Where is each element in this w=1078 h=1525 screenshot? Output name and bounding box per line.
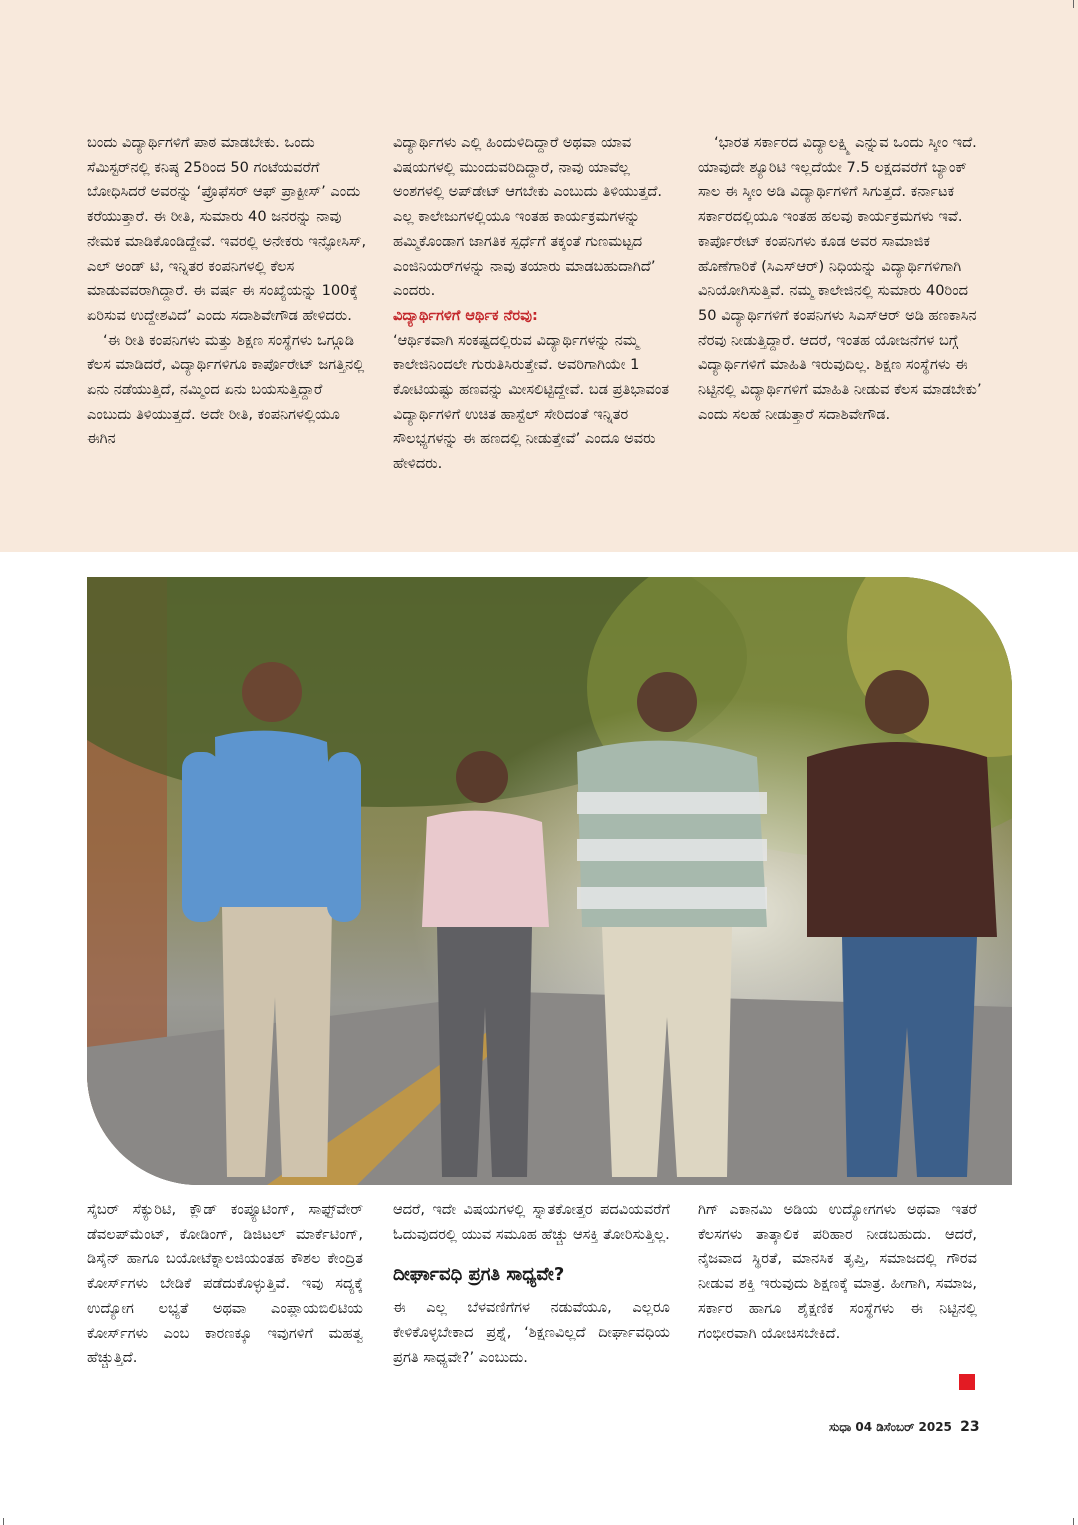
top-column-3 — [698, 131, 986, 427]
paragraph: ಸೈಬರ್ ಸೆಕ್ಯುರಿಟಿ, ಕ್ಲೌಡ್ ಕಂಪ್ಯೂಟಿಂಗ್, ಸಾಫ್ಟ್‌ವೇರ್ ಡೆವಲಪ್‌ಮೆಂಟ್, ಕೋಡಿಂಗ್, ಡಿಜಿಟಲ್ ಮಾರ್ಕೆಟಿಂಗ್, ಡಿಸೈನ್ ಹಾಗೂ ಬಯೋಟೆಕ್ನಾಲಜಿಯಂತಹ ಕೌಶಲ ಕೇಂದ್ರಿತ ಕೋರ್ಸ್‌ಗಳು ಬೇಡಿಕೆ ಪಡೆದುಕೊಳ್ಳುತ್ತಿವೆ. ಇವು ಸದ್ಯಕ್ಕೆ ಉದ್ಯೋಗ ಲಭ್ಯತೆ ಅಥವಾ ಎಂಪ್ಲಾಯಬಿಲಿಟಿಯ ಕೋರ್ಸ್‌ಗಳು ಎಂಬ ಕಾರಣಕ್ಕೂ ಇವುಗಳಿಗೆ ಮಹತ್ವ ಹೆಚ್ಚುತ್ತಿದೆ. — [87, 1201, 363, 1367]
paragraph: ವಿದ್ಯಾರ್ಥಿಗಳು ಎಲ್ಲಿ ಹಿಂದುಳಿದಿದ್ದಾರೆ ಅಥವಾ ಯಾವ ವಿಷಯಗಳಲ್ಲಿ ಮುಂದುವರಿದಿದ್ದಾರೆ, ನಾವು ಯಾವೆಲ್ಲ ಅಂಶಗಳಲ್ಲಿ ಅಪ್‌ಡೇಟ್ ಆಗಬೇಕು ಎಂಬುದು ತಿಳಿಯುತ್ತದೆ. ಎಲ್ಲ ಕಾಲೇಜುಗಳಲ್ಲಿಯೂ ಇಂತಹ ಕಾರ್ಯಕ್ರಮಗಳನ್ನು ಹಮ್ಮಿಕೊಂಡಾಗ ಜಾಗತಿಕ ಸ್ಪರ್ಧೆಗೆ ತಕ್ಕಂತೆ ಗುಣಮಟ್ಟದ ಎಂಜಿನಿಯರ್‌ಗಳನ್ನು ನಾವು ತಯಾರು ಮಾಡಬಹುದಾಗಿದೆ’ ಎಂದರು. — [393, 134, 663, 300]
page-number: 23 — [960, 1419, 980, 1435]
crop-mark-bottom-left — [3, 1518, 4, 1525]
crop-mark-top-right — [1073, 0, 1074, 8]
article-end-mark — [959, 1374, 975, 1390]
top-column-1 — [87, 131, 369, 452]
paragraph: ಗಿಗ್ ಎಕಾನಮಿ ಅಡಿಯ ಉದ್ಯೋಗಗಳು ಅಥವಾ ಇತರೆ ಕೆಲಸಗಳು ತಾತ್ಕಾಲಿಕ ಪರಿಹಾರ ನೀಡಬಹುದು. ಆದರೆ, ನೈಜವಾದ ಸ್ಥಿರತೆ, ಮಾನಸಿಕ ತೃಪ್ತಿ, ಸಮಾಜದಲ್ಲಿ ಗೌರವ ನೀಡುವ ಶಕ್ತಿ ಇರುವುದು ಶಿಕ್ಷಣಕ್ಕೆ ಮಾತ್ರ. ಹೀಗಾಗಿ, ಸಮಾಜ, ಸರ್ಕಾರ ಹಾಗೂ ಶೈಕ್ಷಣಿಕ ಸಂಸ್ಥೆಗಳು ಈ ನಿಟ್ಟಿನಲ್ಲಿ ಗಂಭೀರವಾಗಿ ಯೋಚಿಸಬೇಕಿದೆ. — [698, 1201, 977, 1342]
paragraph: ‘ಆರ್ಥಿಕವಾಗಿ ಸಂಕಷ್ಟದಲ್ಲಿರುವ ವಿದ್ಯಾರ್ಥಿಗಳನ್ನು ನಮ್ಮ ಕಾಲೇಜಿನಿಂದಲೇ ಗುರುತಿಸಿರುತ್ತೇವೆ. ಅವರಿಗಾಗಿಯೇ 1 ಕೋಟಿಯಷ್ಟು ಹಣವನ್ನು ಮೀಸಲಿಟ್ಟಿದ್ದೇವೆ. ಬಡ ಪ್ರತಿಭಾವಂತ ವಿದ್ಯಾರ್ಥಿಗಳಿಗೆ ಉಚಿತ ಹಾಸ್ಟೆಲ್ ಸೇರಿದಂತೆ ಇನ್ನಿತರ ಸೌಲಭ್ಯಗಳನ್ನು ಈ ಹಣದಲ್ಲಿ ನೀಡುತ್ತೇವೆ’ ಎಂದೂ ಅವರು ಹೇಳಿದರು. — [393, 331, 670, 473]
bottom-column-2 — [393, 1198, 670, 1371]
top-column-2 — [393, 131, 676, 477]
magazine-date: ಸುಧಾ 04 ಡಿಸೆಂಬರ್ 2025 — [829, 1420, 952, 1434]
paragraph: ‘ಈ ರೀತಿ ಕಂಪನಿಗಳು ಮತ್ತು ಶಿಕ್ಷಣ ಸಂಸ್ಥೆಗಳು ಒಗ್ಗೂಡಿ ಕೆಲಸ ಮಾಡಿದರೆ, ವಿದ್ಯಾರ್ಥಿಗಳಿಗೂ ಕಾರ್ಪೊರೇಟ್ ಜಗತ್ತಿನಲ್ಲಿ ಏನು ನಡೆಯುತ್ತಿದೆ, ನಮ್ಮಿಂದ ಏನು ಬಯಸುತ್ತಿದ್ದಾರೆ ಎಂಬುದು ತಿಳಿಯುತ್ತದೆ. ಅದೇ ರೀತಿ, ಕಂಪನಿಗಳಲ್ಲಿಯೂ ಈಗಿನ — [87, 331, 365, 448]
bottom-column-1 — [87, 1198, 363, 1371]
paragraph: ಈ ಎಲ್ಲ ಬೆಳವಣಿಗೆಗಳ ನಡುವೆಯೂ, ಎಲ್ಲರೂ ಕೇಳಿಕೊಳ್ಳಬೇಕಾದ ಪ್ರಶ್ನೆ, ‘ಶಿಕ್ಷಣವಿಲ್ಲದೆ ದೀರ್ಘಾವಧಿಯ ಪ್ರಗತಿ ಸಾಧ್ಯವೇ?’ ಎಂಬುದು. — [393, 1299, 670, 1366]
subheading-financial-help: ವಿದ್ಯಾರ್ಥಿಗಳಿಗೆ ಆರ್ಥಿಕ ನೆರವು: — [393, 306, 538, 324]
section-heading-long-term-progress: ದೀರ್ಘಾವಧಿ ಪ್ರಗತಿ ಸಾಧ್ಯವೇ? — [393, 1264, 565, 1286]
crop-mark-bottom-right — [1073, 1518, 1074, 1525]
paragraph: ಬಂದು ವಿದ್ಯಾರ್ಥಿಗಳಿಗೆ ಪಾಠ ಮಾಡಬೇಕು. ಒಂದು ಸೆಮಿಸ್ಟರ್‌ನಲ್ಲಿ ಕನಿಷ್ಠ 25ರಿಂದ 50 ಗಂಟೆಯವರೆಗೆ ಬೋಧಿಸಿದರೆ ಅವರನ್ನು ‘ಪ್ರೊಫೆಸರ್ ಆಫ್ ಪ್ರಾಕ್ಟೀಸ್’ ಎಂದು ಕರೆಯುತ್ತಾರೆ. ಈ ರೀತಿ, ಸುಮಾರು 40 ಜನರನ್ನು ನಾವು ನೇಮಕ ಮಾಡಿಕೊಂಡಿದ್ದೇವೆ. ಇವರಲ್ಲಿ ಅನೇಕರು ಇನ್ಫೋಸಿಸ್, ಎಲ್ ಅಂಡ್ ಟಿ, ಇನ್ನಿತರ ಕಂಪನಿಗಳಲ್ಲಿ ಕೆಲಸ ಮಾಡುವವರಾಗಿದ್ದಾರೆ. ಈ ವರ್ಷ ಈ ಸಂಖ್ಯೆಯನ್ನು 100ಕ್ಕೆ ಏರಿಸುವ ಉದ್ದೇಶವಿದೆ’ ಎಂದು ಸದಾಶಿವೇಗೌಡ ಹೇಳಿದರು. — [87, 134, 367, 324]
students-walking-photo — [87, 577, 1012, 1185]
page-footer — [829, 1419, 980, 1435]
paragraph: ಆದರೆ, ಇದೇ ವಿಷಯಗಳಲ್ಲಿ ಸ್ನಾತಕೋತ್ತರ ಪದವಿಯವರೆಗೆ ಓದುವುದರಲ್ಲಿ ಯುವ ಸಮೂಹ ಹೆಚ್ಚು ಆಸಕ್ತಿ ತೋರಿಸುತ್ತಿಲ್ಲ. — [393, 1201, 670, 1243]
paragraph: ‘ಭಾರತ ಸರ್ಕಾರದ ವಿದ್ಯಾಲಕ್ಷ್ಮಿ ಎನ್ನುವ ಒಂದು ಸ್ಕೀಂ ಇದೆ. ಯಾವುದೇ ಶ್ಯೂರಿಟಿ ಇಲ್ಲದೆಯೇ 7.5 ಲಕ್ಷದವರೆಗೆ ಬ್ಯಾಂಕ್ ಸಾಲ ಈ ಸ್ಕೀಂ ಅಡಿ ವಿದ್ಯಾರ್ಥಿಗಳಿಗೆ ಸಿಗುತ್ತದೆ. ಕರ್ನಾಟಕ ಸರ್ಕಾರದಲ್ಲಿಯೂ ಇಂತಹ ಹಲವು ಕಾರ್ಯಕ್ರಮಗಳು ಇವೆ. ಕಾರ್ಪೊರೇಟ್ ಕಂಪನಿಗಳು ಕೂಡ ಅವರ ಸಾಮಾಜಿಕ ಹೊಣೆಗಾರಿಕೆ (ಸಿಎಸ್‌ಆರ್) ನಿಧಿಯನ್ನು ವಿದ್ಯಾರ್ಥಿಗಳಿಗಾಗಿ ವಿನಿಯೋಗಿಸುತ್ತಿವೆ. ನಮ್ಮ ಕಾಲೇಜಿನಲ್ಲಿ ಸುಮಾರು 40ರಿಂದ 50 ವಿದ್ಯಾರ್ಥಿಗಳಿಗೆ ಕಂಪನಿಗಳು ಸಿಎಸ್‌ಆರ್ ಅಡಿ ಹಣಕಾಸಿನ ನೆರವು ನೀಡುತ್ತಿದ್ದಾರೆ. ಆದರೆ, ಇಂತಹ ಯೋಜನೆಗಳ ಬಗ್ಗೆ ವಿದ್ಯಾರ್ಥಿಗಳಿಗೆ ಮಾಹಿತಿ ಇರುವುದಿಲ್ಲ. ಶಿಕ್ಷಣ ಸಂಸ್ಥೆಗಳು ಈ ನಿಟ್ಟಿನಲ್ಲಿ ವಿದ್ಯಾರ್ಥಿಗಳಿಗೆ ಮಾಹಿತಿ ನೀಡುವ ಕೆಲಸ ಮಾಡಬೇಕು’ ಎಂದು ಸಲಹೆ ನೀಡುತ್ತಾರೆ ಸದಾಶಿವೇಗೌಡ. — [698, 134, 982, 423]
bottom-column-3 — [698, 1198, 977, 1346]
